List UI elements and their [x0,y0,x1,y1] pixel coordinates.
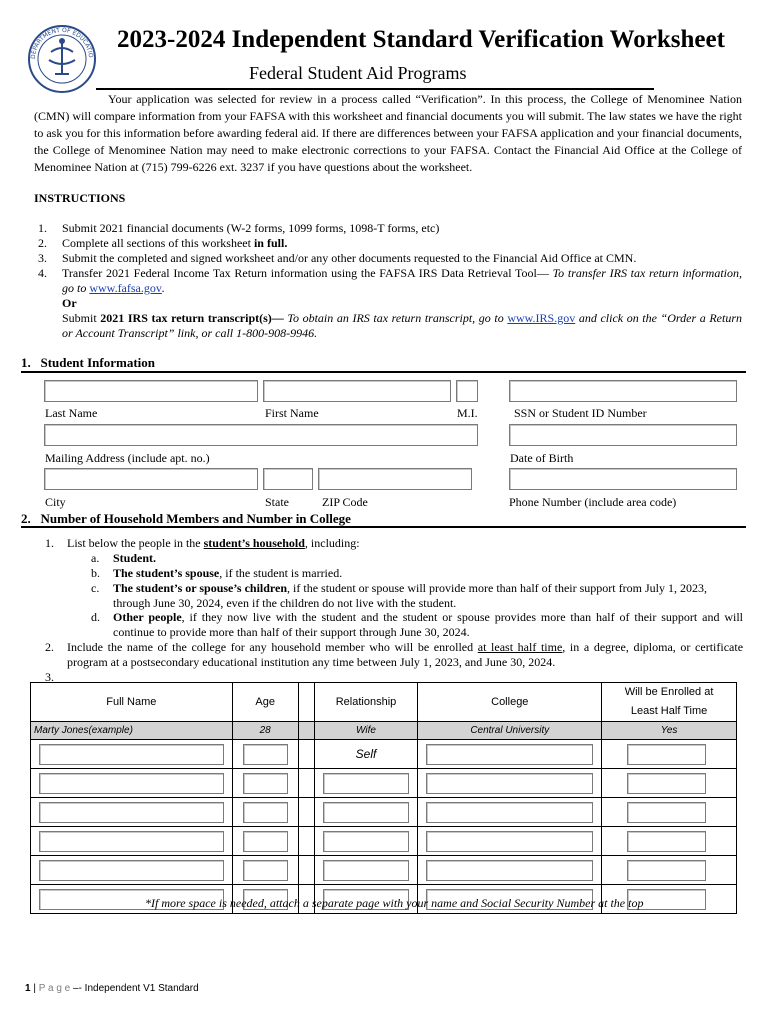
city-label: City [45,495,66,509]
instruction-number: 2. [38,236,47,250]
college-instruction: Include the name of the college for any household member who will be enrolled at least half time, in a degree, diploma, or certificate program at a postsecondary educational institution any time between July 1, 2023, and June 30, 2024. [67,640,744,669]
household-sub-item: Student. [113,551,157,565]
table-row [31,856,737,885]
table-row [31,769,737,798]
ssn-input[interactable] [509,380,737,402]
last-name-input[interactable] [44,380,258,402]
college-input[interactable] [426,860,593,881]
sub-letter: c. [91,581,100,595]
column-spacer [298,798,314,827]
example-row [31,722,737,740]
instruction-item: Transfer 2021 Federal Income Tax Return information using the FAFSA IRS Data Retrieval Tool— To transfer IRS tax return information, go to www.fafsa.gov. [62,266,742,295]
column-header-full-name: Full Name [31,683,233,722]
age-input[interactable] [243,773,288,794]
table-footnote: *If more space is needed, attach a separate page with your name and Social Security Number at the top [145,896,644,910]
full-name-input[interactable] [39,831,224,852]
date-of-birth-input[interactable] [509,424,737,446]
relationship-input[interactable] [323,831,410,852]
column-header-relationship: Relationship [314,683,418,722]
page-subtitle: Federal Student Aid Programs [249,63,467,83]
mailing-address-input[interactable] [44,424,478,446]
enrolled-input[interactable] [627,802,706,823]
irs-link[interactable]: www.IRS.gov [507,311,576,325]
table-row [31,740,737,769]
section-2-heading: 2. Number of Household Members and Number in College [21,511,351,526]
enrolled-input[interactable] [627,773,706,794]
example-name: Marty Jones(example) [31,722,233,740]
phone-label: Phone Number (include area code) [509,495,677,509]
column-spacer [298,827,314,856]
household-sub-item: The student’s spouse, if the student is married. [113,566,343,580]
enrolled-input[interactable] [627,744,706,765]
intro-paragraph: Your application was selected for review in a process called “Verification”. In this process, the College of Menominee Nation (CMN) will compare information from your FAFSA with this worksheet and financial documents you will submit. The law states we have the right to ask you for this information before awarding federal aid. If there are differences between your FAFSA application and your financial documents, the College of Menominee Nation may need to make electronic corrections to your FAFSA. Contact the Financial Aid Office at the College of Menominee Nation at (715) 799-6226 ext. 3237 if you have questions about the worksheet. [34,92,742,174]
column-spacer [298,740,314,769]
list-number: 3. [45,670,54,684]
column-header-college: College [418,683,602,722]
instruction-number: 3. [38,251,47,265]
instruction-item: Submit the completed and signed worksheet and/or any other documents requested to the Financial Aid Office at CMN. [62,251,637,265]
enrolled-input[interactable] [627,831,706,852]
state-label: State [265,495,289,509]
dob-label: Date of Birth [510,451,574,465]
first-name-label: First Name [265,406,319,420]
address-label: Mailing Address (include apt. no.) [45,451,210,465]
example-relationship: Wife [314,722,418,740]
example-enrolled: Yes [602,722,737,740]
college-input[interactable] [426,744,593,765]
college-input[interactable] [426,831,593,852]
table-header-row [31,683,737,722]
list-number: 1. [45,536,54,550]
table-row [31,798,737,827]
instruction-item: Complete all sections of this worksheet in full. [62,236,288,250]
instruction-number: 4. [38,266,47,280]
household-sub-item: Other people, if they now live with the student and the student or spouse provides more than half of their support and will continue to provide more than half of their support through June 30, 2024. [113,610,743,639]
section-1-rule [21,371,746,373]
relationship-input[interactable] [323,773,410,794]
ssn-label: SSN or Student ID Number [514,406,647,420]
state-input[interactable] [263,468,313,490]
svg-text:DEPARTMENT OF EDUCATION: DEPARTMENT OF EDUCATIO [29,26,95,60]
household-table [30,682,737,914]
instruction-number: 1. [38,221,47,235]
column-spacer [298,769,314,798]
middle-initial-input[interactable] [456,380,478,402]
full-name-input[interactable] [39,802,224,823]
household-sub-item: The student’s or spouse’s children, if the student or spouse will provide more than half of their support from July 1, 2023, through June 30, 2024, even if the children do not live with the student. [113,581,707,610]
section-1-heading: 1. Student Information [21,355,155,370]
list-number: 2. [45,640,54,654]
fafsa-link[interactable]: www.fafsa.gov [89,281,162,295]
full-name-input[interactable] [39,860,224,881]
sub-letter: a. [91,551,100,565]
age-input[interactable] [243,831,288,852]
college-input[interactable] [426,773,593,794]
page-footer: 1 | P a g e –- Independent V1 Standard [25,983,199,994]
sub-letter: b. [91,566,100,580]
instruction-item: Submit 2021 financial documents (W-2 forms, 1099 forms, 1098-T forms, etc) [62,221,440,235]
page-number: 1 [25,983,31,994]
age-input[interactable] [243,860,288,881]
mi-label: M.I. [457,406,478,420]
age-input[interactable] [243,802,288,823]
self-relationship: Self [314,740,418,769]
example-college: Central University [418,722,602,740]
column-spacer [298,722,314,740]
zip-label: ZIP Code [322,495,368,509]
column-spacer [298,683,314,722]
college-input[interactable] [426,802,593,823]
instructions-heading: INSTRUCTIONS [34,191,126,205]
table-row [31,827,737,856]
phone-number-input[interactable] [509,468,737,490]
last-name-label: Last Name [45,406,98,420]
full-name-input[interactable] [39,773,224,794]
first-name-input[interactable] [263,380,451,402]
relationship-input[interactable] [323,802,410,823]
column-header-enrolled: Will be Enrolled at Least Half Time [602,683,737,722]
column-spacer [298,856,314,885]
full-name-input[interactable] [39,744,224,765]
age-input[interactable] [243,744,288,765]
household-instruction: List below the people in the student’s household, including: [67,536,360,550]
city-input[interactable] [44,468,258,490]
column-header-age: Age [232,683,298,722]
section-2-rule [21,526,746,528]
page-title: 2023-2024 Independent Standard Verification Worksheet [117,26,725,53]
department-of-education-seal [27,24,97,94]
sub-letter: d. [91,610,100,624]
title-rule [96,88,654,90]
enrolled-input[interactable] [627,860,706,881]
instruction-item: Submit 2021 IRS tax return transcript(s)— To obtain an IRS tax return transcript, go to www.IRS.gov and click on the “Order a Return or Account Transcript” link, or call 1-800-908-9946. [62,311,742,340]
example-age: 28 [232,722,298,740]
relationship-input[interactable] [323,860,410,881]
zip-code-input[interactable] [318,468,472,490]
instruction-or: Or [62,296,77,310]
